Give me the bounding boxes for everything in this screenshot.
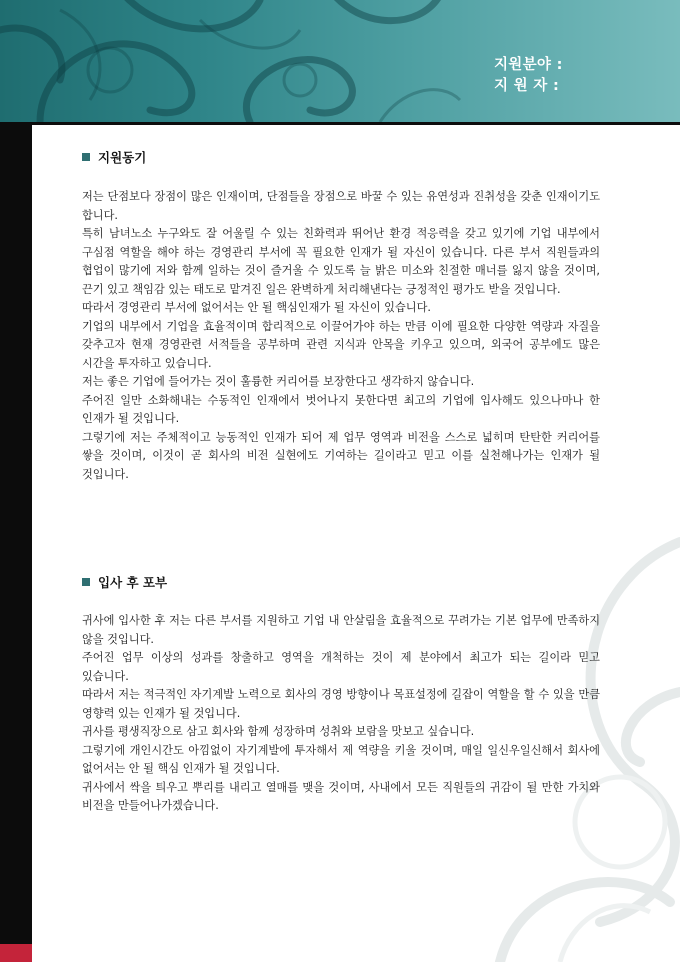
paragraph: 저는 단점보다 장점이 많은 인재이며, 단점들을 장점으로 바꿀 수 있는 유연성과 진취성을 갖춘 인재이기도 합니다. xyxy=(82,190,600,222)
paragraph: 특히 남녀노소 누구와도 잘 어울릴 수 있는 친화력과 뛰어난 환경 적응력을 갖고 있기에 기업 내부에서 구심점 역할을 해야 하는 경영관리 부서에 꼭 필요한 인재가 될 자신이 있습니다. 다른 부서 직원들과의 협업이 많기에 저와 함께 일하는 것이 즐거울 수 있도록 늘 밝은 미소와 친절한 매너를 잃지 않을 것이며, 끈기 있고 책임감 있는 태도로 맡겨진 일은 완벽하게 처리해낸다는 긍정적인 평가도 받을 것입니다. xyxy=(82,227,600,296)
applicant-info xyxy=(494,55,563,97)
section-title-motivation xyxy=(82,148,146,166)
paragraph: 그렇기에 저는 주체적이고 능동적인 인재가 되어 제 업무 영역과 비전을 스스로 넓히며 탄탄한 커리어를 쌓을 것이며, 이것이 곧 회사의 비전 실현에도 기여하는 길이라고 믿고 이를 실천해나가는 인재가 될 것입니다. xyxy=(82,430,600,481)
applicant-label: 지 원 자 : xyxy=(494,78,560,94)
paragraph: 따라서 저는 적극적인 자기계발 노력으로 회사의 경영 방향이나 목표설정에 길잡이 역할을 할 수 있을 만큼 영향력 있는 인재가 될 것입니다. xyxy=(82,688,600,720)
square-bullet-icon xyxy=(82,578,90,586)
paragraph: 주어진 업무 이상의 성과를 창출하고 영역을 개척하는 것이 제 분야에서 최고가 되는 길이라 믿고 있습니다. xyxy=(82,651,600,683)
section-body-aspiration xyxy=(82,612,600,816)
paragraph: 귀사에 입사한 후 저는 다른 부서를 지원하고 기업 내 안살림을 효율적으로 꾸려가는 기본 업무에 만족하지 않을 것입니다. xyxy=(82,614,600,646)
paragraph: 귀사에서 싹을 틔우고 뿌리를 내리고 열매를 맺을 것이며, 사내에서 모든 직원들의 귀감이 될 만한 가치와 비전을 만들어나가겠습니다. xyxy=(82,780,600,812)
paragraph: 귀사를 평생직장으로 삼고 회사와 함께 성장하며 성취와 보람을 맛보고 싶습니다. xyxy=(82,725,475,738)
header-banner xyxy=(0,0,680,122)
header-divider xyxy=(0,122,680,125)
left-side-bar xyxy=(0,122,32,962)
paragraph: 그렇기에 개인시간도 아낌없이 자기계발에 투자해서 제 역량을 키울 것이며, 매일 일신우일신해서 회사에 없어서는 안 될 핵심 인재가 될 것입니다. xyxy=(82,743,600,775)
section-title-text: 입사 후 포부 xyxy=(98,575,168,590)
paragraph: 기업의 내부에서 기업을 효율적이며 합리적으로 이끌어가야 하는 만큼 이에 필요한 다양한 역량과 자질을 갖추고자 현재 경영관련 서적들을 공부하며 관련 지식과 안목을 키우고 있으며, 외국어 공부에도 많은 시간을 투자하고 있습니다. xyxy=(82,319,600,370)
paragraph: 저는 좋은 기업에 들어가는 것이 훌륭한 커리어를 보장한다고 생각하지 않습니다. xyxy=(82,375,475,388)
left-accent-block xyxy=(0,944,32,962)
square-bullet-icon xyxy=(82,153,90,161)
paragraph: 주어진 일만 소화해내는 수동적인 인재에서 벗어나지 못한다면 최고의 기업에 입사해도 있으나마나 한 인재가 될 것입니다. xyxy=(82,393,600,425)
section-title-aspiration xyxy=(82,573,167,591)
section-body-motivation xyxy=(82,188,600,484)
field-label: 지원분야 : xyxy=(494,57,563,73)
paragraph: 따라서 경영관리 부서에 없어서는 안 될 핵심인재가 될 자신이 있습니다. xyxy=(82,301,431,314)
swirl-pattern-icon xyxy=(0,0,680,122)
section-title-text: 지원동기 xyxy=(98,150,147,165)
